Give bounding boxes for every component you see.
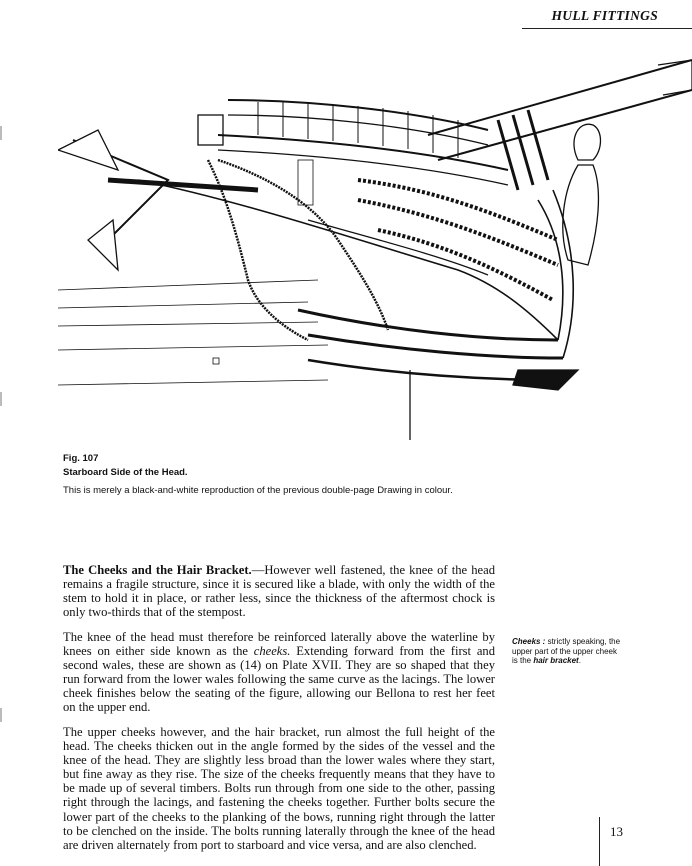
scan-edge-mark (0, 708, 2, 722)
margin-note-text-a: strictly speaking, the upper part of the upper cheek is the (512, 637, 621, 665)
section-title: HULL FITTINGS (551, 8, 658, 23)
margin-note-term-2: hair bracket (533, 656, 579, 665)
margin-note (512, 637, 624, 666)
figure-number: Fig. 107 (63, 453, 99, 464)
figure-caption (63, 452, 583, 498)
page-number-rule (599, 817, 600, 866)
scan-edge-mark (0, 392, 2, 406)
header-rule (522, 28, 692, 29)
article-body (63, 563, 495, 862)
scan-edge-mark (0, 126, 2, 140)
margin-note-term: Cheeks : (512, 637, 546, 646)
paragraph-2 (63, 630, 495, 715)
paragraph-1 (63, 563, 495, 619)
ship-head-illustration (58, 40, 692, 440)
figure-description: This is merely a black-and-white reproduction of the previous double-page Drawing in colour. (63, 485, 453, 496)
term-cheeks: cheeks. (253, 643, 291, 658)
paragraph-heading: The Cheeks and the Hair Bracket. (63, 563, 252, 577)
page-number: 13 (610, 824, 623, 839)
paragraph-3: The upper cheeks however, and the hair bracket, run almost the full height of the head. The cheeks thicken out in the angle formed by the sides of the vessel and the knee of the head. They are slightly less broad than the lower wales where they start, but fine away as they rise. The size of the cheeks frequently means that they have to be made up of several timbers. Bolts run through from one side to the other, passing right through the lacings, and fastening the cheeks together. Further bolts secure the lower part of the cheeks to the planking of the bows, running right through the latter to be clenched on the inside. The bolts running laterally through the knee of the head are driven alternately from port to starboard and vice versa, and are also clenched. (63, 724, 495, 852)
paragraph-2-text-a: The knee of the head must therefore be reinforced laterally above the waterline by knees on either side known as the (63, 629, 495, 658)
paragraph-2-text-b: Extending forward from the first and second wales, these are shown as (14) on Plate XVII. They are so shaped that they run forward from the lower wales following the same curve as the lacings. The lower cheek finishes below the seating of the figure, allowing our Bellona to rest her feet on the upper end. (63, 643, 495, 715)
paragraph-1-text: —However well fastened, the knee of the head remains a fragile structure, since it is secured like a blade, with only the width of the stem to hold it in place, or rather less, since the thickness of the aftermost chock is only two-thirds that of the stempost. (63, 563, 496, 620)
margin-note-text-b: . (578, 656, 581, 665)
figure-title: Starboard Side of the Head. (63, 467, 188, 478)
